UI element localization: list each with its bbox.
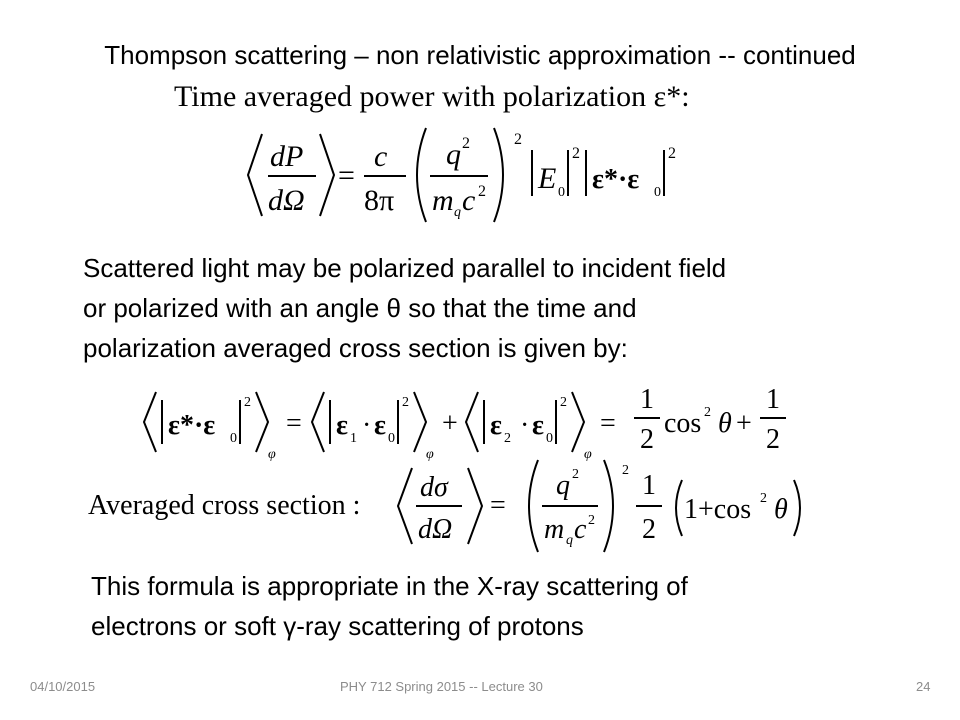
dp-numerator: dP (270, 140, 304, 173)
e0-symbol: E (538, 162, 557, 195)
paren-right (604, 460, 613, 552)
paren-right (794, 480, 800, 536)
zero-subscript: 0 (654, 185, 661, 200)
paragraph-line: polarization averaged cross section is given by: (83, 333, 628, 363)
angle-bracket-right (256, 392, 268, 452)
e0-exponent: 2 (572, 145, 580, 162)
angle-bracket-left (248, 134, 262, 216)
polarization-product: ε*·ε (592, 164, 640, 195)
footer-course: PHY 712 Spring 2015 -- Lecture 30 (340, 679, 543, 694)
paren-left (676, 480, 682, 536)
slide-subtitle: Time averaged power with polarization ε*: (174, 80, 690, 113)
dot-operator: · (362, 410, 372, 441)
one-subscript: 1 (350, 431, 357, 446)
equals-sign: = (600, 408, 616, 439)
paren-right (494, 128, 503, 222)
paren-left (529, 460, 538, 552)
half-numerator: 1 (766, 384, 780, 415)
zero-subscript: 0 (230, 431, 237, 446)
epsilon-0: ε (532, 410, 544, 441)
phi-subscript: φ (584, 447, 592, 462)
epsilon-1: ε (336, 410, 348, 441)
theta-symbol: θ (774, 494, 788, 525)
mq-denominator: m (544, 514, 565, 545)
domega-denominator: dΩ (418, 514, 453, 545)
paragraph-line: electrons or soft γ-ray scattering of protons (91, 611, 584, 641)
dot-operator: · (520, 410, 530, 441)
one-plus-cos: 1+cos (684, 494, 752, 525)
c-numerator: c (374, 140, 388, 173)
cos-function: cos (664, 408, 702, 439)
footer-date: 04/10/2015 (30, 679, 96, 694)
plus-sign: + (442, 408, 458, 439)
cross-section-equation (86, 452, 816, 562)
dsigma-numerator: dσ (420, 472, 448, 503)
equals-sign: = (338, 159, 355, 192)
half-denominator: 2 (766, 424, 780, 455)
q-numerator: q (446, 138, 461, 171)
paragraph-application (91, 566, 891, 646)
mq-denominator: m (432, 184, 454, 217)
term1-exponent: 2 (402, 395, 409, 410)
equals-sign: = (286, 408, 302, 439)
zero-subscript: 0 (546, 431, 553, 446)
q-subscript: q (566, 533, 573, 548)
angle-bracket-right (320, 134, 334, 216)
angle-bracket-left (312, 392, 324, 452)
paragraph-line: Scattered light may be polarized parallel to incident field (83, 253, 727, 283)
cos-exponent: 2 (704, 405, 711, 420)
zero-subscript: 0 (388, 431, 395, 446)
q-numerator: q (556, 470, 570, 501)
paren-exponent: 2 (622, 463, 629, 478)
q-subscript: q (454, 205, 461, 220)
theta-symbol: θ (718, 408, 732, 439)
q-exponent: 2 (462, 135, 470, 152)
slide-title: Thompson scattering – non relativistic approximation -- continued (104, 40, 856, 70)
pol-exponent: 2 (668, 145, 676, 162)
c-symbol: c (462, 184, 476, 217)
phi-subscript: φ (426, 447, 434, 462)
c-exponent: 2 (588, 513, 595, 528)
zero-subscript: 0 (558, 185, 565, 200)
c-exponent: 2 (478, 183, 486, 200)
half-numerator: 1 (640, 384, 654, 415)
paragraph-line: This formula is appropriate in the X-ray scattering of (91, 571, 688, 601)
paragraph-polarization (83, 248, 903, 368)
angle-bracket-right (468, 468, 482, 544)
half-denominator: 2 (642, 514, 656, 545)
eight-pi: 8π (364, 184, 395, 217)
half-numerator: 1 (642, 470, 656, 501)
half-denominator: 2 (640, 424, 654, 455)
angle-bracket-right (414, 392, 426, 452)
paren-exponent: 2 (514, 131, 522, 148)
cross-section-label: Averaged cross section : (88, 490, 361, 521)
lhs-product: ε*·ε (168, 410, 216, 441)
c-symbol: c (574, 514, 587, 545)
plus-sign: + (736, 408, 752, 439)
angle-bracket-right (572, 392, 584, 452)
paragraph-line: or polarized with an angle θ so that the time and (83, 293, 637, 323)
equals-sign: = (490, 490, 506, 521)
epsilon-2: ε (490, 410, 502, 441)
angle-bracket-left (466, 392, 478, 452)
cos-exponent: 2 (760, 491, 767, 506)
lhs-exponent: 2 (244, 395, 251, 410)
phi-subscript: φ (268, 447, 276, 462)
angle-bracket-left (398, 468, 412, 544)
term2-exponent: 2 (560, 395, 567, 410)
power-equation (240, 120, 680, 230)
footer-page-number: 24 (916, 679, 931, 694)
q-exponent: 2 (572, 467, 579, 482)
paren-left (417, 128, 426, 222)
angle-bracket-left (144, 392, 156, 452)
epsilon-0: ε (374, 410, 386, 441)
two-subscript: 2 (504, 431, 511, 446)
domega-denominator: dΩ (268, 184, 305, 217)
